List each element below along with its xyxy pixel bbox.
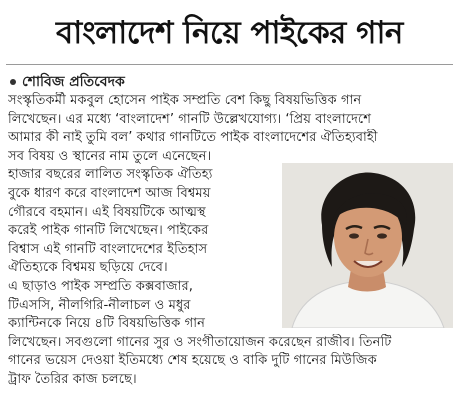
article-line: ঐতিহ্যকে বিশ্বময় ছড়িয়ে দেবে। <box>8 260 168 276</box>
article-line: বিশ্বাস এই গানটি বাংলাদেশের ইতিহাস <box>8 241 208 257</box>
article-line: লিখেছেন। এর মধ্যে ‘বাংলাদেশ’ গানটি উল্লেখযোগ্য। ‘প্রিয় বাংলাদেশে <box>8 111 372 127</box>
byline <box>10 70 125 94</box>
bullet-icon <box>10 79 16 85</box>
article-line: এ ছাড়াও পাইক সম্প্রতি কক্সবাজার, <box>8 278 193 294</box>
article-line: সংস্কৃতিকর্মী মকবুল হোসেন পাইক সম্প্রতি বেশ কিছু বিষয়ভিত্তিক গান <box>8 93 362 108</box>
article-line: বুকে ধারণ করে বাংলাদেশ আজ বিশ্বময় <box>8 185 211 201</box>
article-line: ট্রাফ তৈরির কাজ চলছে। <box>8 371 137 387</box>
divider <box>6 64 453 65</box>
article-line: টিএসসি, নীলগিরি-নীলাচল ও মধুর <box>8 297 191 313</box>
article-body <box>8 92 456 390</box>
article-line: হাজার বছরের লালিত সংস্কৃতিক ঐতিহ্য <box>8 167 213 183</box>
byline-text: শোবিজ প্রতিবেদক <box>22 74 125 90</box>
article-line: আমার কী নাই তুমি বল’ কথার গানটিতে পাইক বাংলাদেশের ঐতিহ্যবাহী <box>8 130 378 146</box>
article-line: গানের ভয়েস দেওয়া ইতিমধ্যে শেষ হয়েছে ও বাকি দুটি গানের মিউজিক <box>8 353 377 369</box>
article-line: করেই পাইক গানটি লিখেছেন। পাইকের <box>8 223 209 239</box>
article-line: ক্যান্টিনকে নিয়ে ৪টি বিষয়ভিত্তিক গান <box>8 316 205 332</box>
article-line: গৌরবে বহমান। এই বিষয়টিকে আত্মস্থ <box>8 204 206 220</box>
article-line: সব বিষয় ও স্থানের নাম তুলে এনেছেন। <box>8 148 212 164</box>
headline: বাংলাদেশ নিয়ে পাইকের গান <box>56 15 403 51</box>
article-line: লিখেছেন। সবগুলো গানের সুর ও সংগীতায়োজন করেছেন রাজীব। তিনটি <box>8 334 392 350</box>
